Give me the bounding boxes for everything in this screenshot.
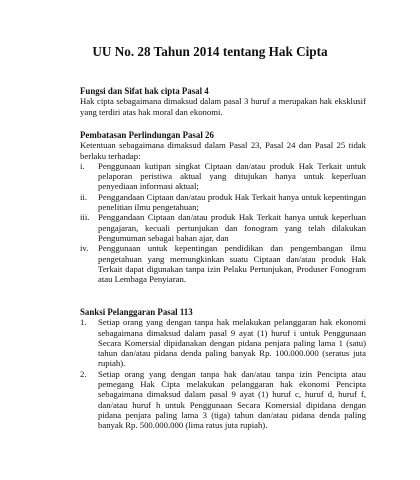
- list-item-text: Setiap orang yang dengan tanpa hak dan/atau tanpa izin Pencipta atau pemegang Hak Cipta melakukan pelanggaran hak ekonomi Pencipta sebagaimana dimaksud dalam pasal 9 ayat (1) huruf c, huruf d, huruf f, dan/atau huruf h untuk Penggunaan Secara Komersial dipidana dengan pidana penjara paling lama 3 (tiga) tahun dan/atau pidana denda paling banyak Rp. 500.000.000 (lima ratus juta rupiah).: [98, 368, 366, 431]
- list-item: [80, 161, 366, 192]
- list-marker: 1.: [80, 317, 87, 328]
- list-item: [80, 243, 366, 284]
- list-item-text: Penggandaan Ciptaan dan/atau produk Hak Terkait hanya untuk kepentingan penelitian ilmu pengetahuan;: [98, 191, 366, 213]
- section-pasal-113: [80, 307, 366, 431]
- list-marker: 2.: [80, 368, 87, 379]
- list-item: [80, 192, 366, 213]
- section-heading: Fungsi dan Sifat hak cipta Pasal 4: [80, 86, 209, 96]
- section-text: Hak cipta sebagaimana dimaksud dalam pasal 3 huruf a merupakan hak eksklusif yang terdiri atas hak moral dan ekonomi.: [80, 96, 366, 117]
- exception-list: [80, 161, 366, 285]
- section-heading: Pembatasan Perlindungan Pasal 26: [80, 130, 214, 140]
- list-marker: ii.: [80, 191, 87, 202]
- list-marker: i.: [80, 160, 85, 171]
- list-item-text: Penggunaan untuk kepentingan pendidikan dan pengembangan ilmu pengetahuan yang memungkinkan suatu Ciptaan dan/atau produk Hak Terkait dapat digunakan tanpa izin Pelaku Pertunjukan, Produser Fonogram atau Lembaga Penyiaran.: [98, 243, 366, 285]
- document-title: UU No. 28 Tahun 2014 tentang Hak Cipta: [92, 44, 328, 59]
- list-item-text: Penggandaan Ciptaan dan/atau produk Hak Terkait hanya untuk keperluan pengajaran, kecuali pertunjukan dan fonogram yang telah dilakukan Pengumuman sebagai bahan ajar, dan: [98, 212, 366, 243]
- list-item-text: Setiap orang yang dengan tanpa hak melakukan pelanggaran hak ekonomi sebagaimana dimaksud dalam pasal 9 ayat (1) huruf i untuk Penggunaan Secara Komersial dipidanakan dengan pidana penjara paling lama 1 (satu) tahun dan/atau pidana denda paling banyak Rp. 100.000.000 (seratus juta rupiah).: [98, 317, 366, 369]
- sanction-list: [80, 317, 366, 430]
- section-text: Ketentuan sebagaimana dimaksud dalam Pasal 23, Pasal 24 dan Pasal 25 tidak berlaku terhadap:: [80, 140, 366, 161]
- list-item: [80, 212, 366, 243]
- list-marker: iv.: [80, 243, 89, 254]
- section-heading: Sanksi Pelanggaran Pasal 113: [80, 307, 193, 317]
- section-pasal-4: [80, 86, 366, 117]
- list-item: [80, 317, 366, 368]
- list-marker: iii.: [80, 212, 90, 223]
- list-item-text: Penggunaan kutipan singkat Ciptaan dan/atau produk Hak Terkait untuk pelaporan peristiwa aktual yang ditujukan hanya untuk keperluan penyediaan informasi aktual;: [98, 160, 366, 192]
- section-pasal-26: [80, 130, 366, 284]
- list-item: [80, 369, 366, 431]
